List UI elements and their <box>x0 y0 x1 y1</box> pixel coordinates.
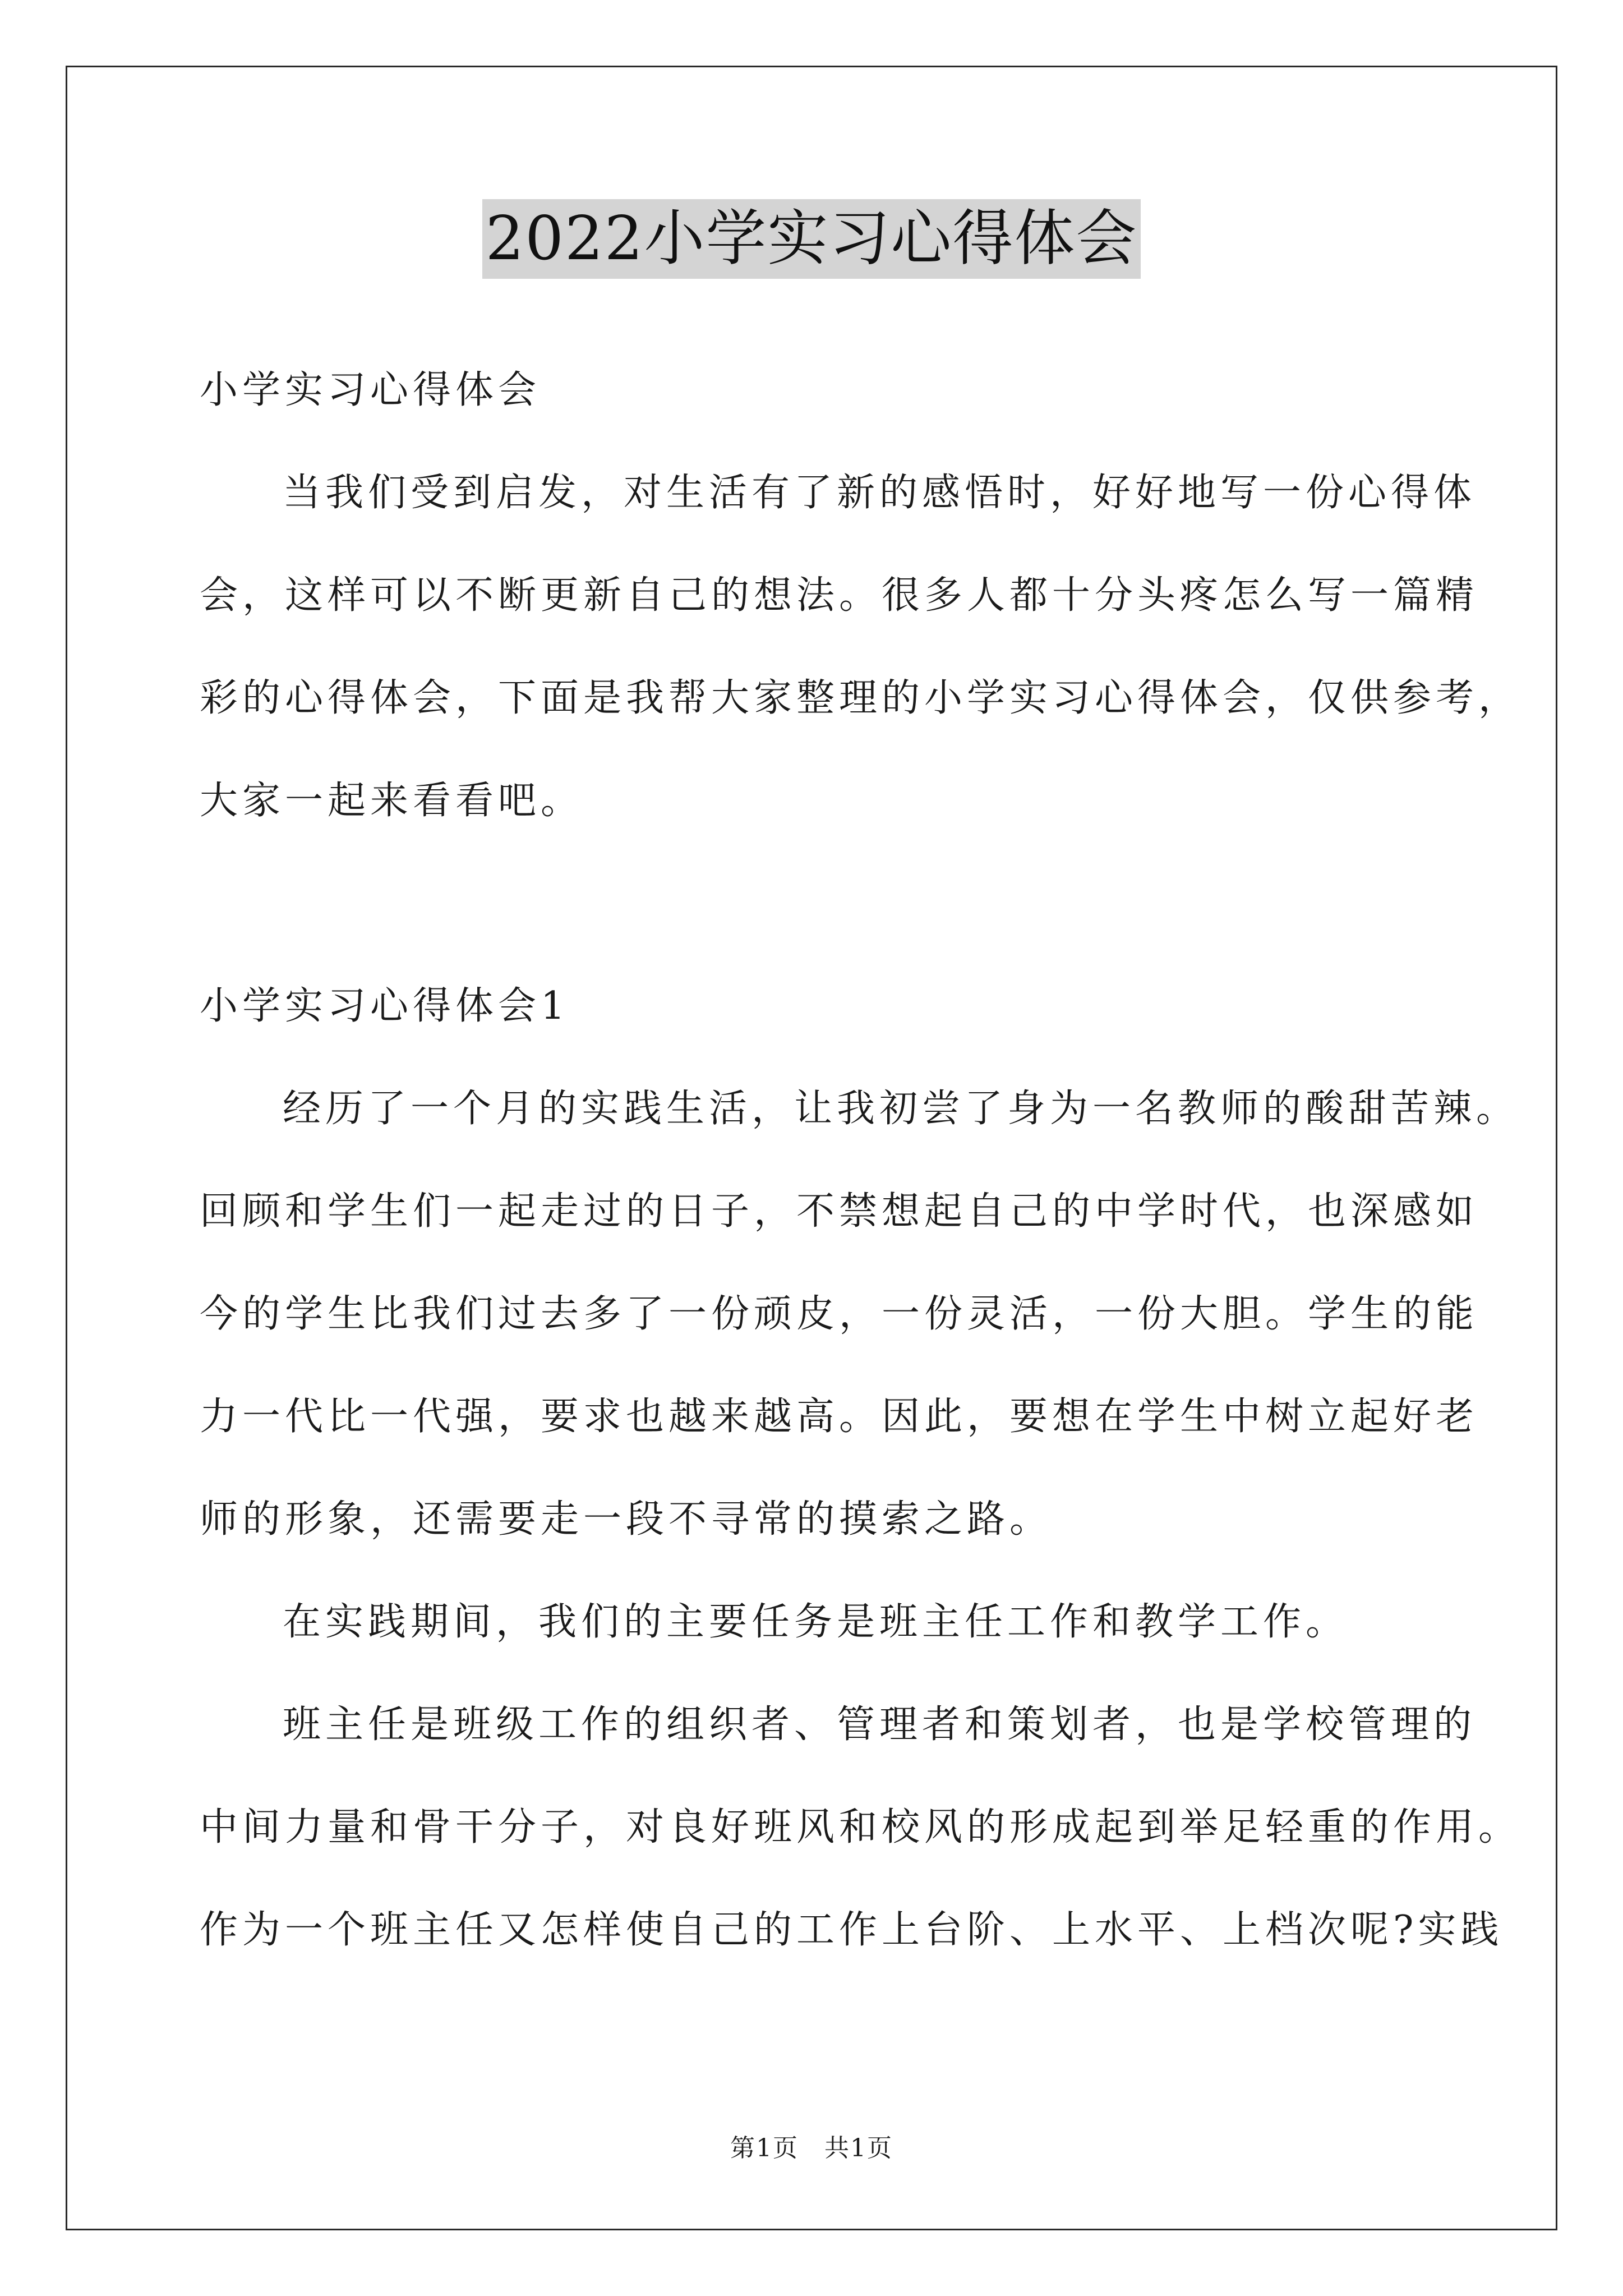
paragraph-line: 今的学生比我们过去多了一份顽皮，一份灵活，一份大胆。学生的能 <box>200 1292 1479 1336</box>
paragraph-line: 经历了一个月的实践生活，让我初尝了身为一名教师的酸甜苦辣。 <box>283 1087 1519 1131</box>
section-heading: 小学实习心得体会1 <box>200 984 570 1028</box>
blank-line <box>200 852 1433 955</box>
subtitle: 小学实习心得体会 <box>200 368 541 412</box>
intro-line: 大家一起来看看吧。 <box>200 779 584 823</box>
paragraph-line: 回顾和学生们一起走过的日子，不禁想起自己的中学时代，也深感如 <box>200 1189 1479 1234</box>
paragraph-line: 力一代比一代强，要求也越来越高。因此，要想在学生中树立起好老 <box>200 1395 1479 1439</box>
paragraph-line: 班主任是班级工作的组织者、管理者和策划者，也是学校管理的 <box>283 1703 1477 1747</box>
paragraph-line: 中间力量和骨干分子，对良好班风和校风的形成起到举足轻重的作用。 <box>200 1805 1521 1849</box>
intro-line: 彩的心得体会，下面是我帮大家整理的小学实习心得体会，仅供参考， <box>200 676 1521 720</box>
page-footer: 第1页 共1页 <box>730 2134 893 2162</box>
document-title: 2022小学实习心得体会 <box>482 199 1141 279</box>
title-wrapper <box>0 199 1623 279</box>
paragraph-line: 在实践期间，我们的主要任务是班主任工作和教学工作。 <box>283 1600 1349 1644</box>
intro-line: 当我们受到启发，对生活有了新的感悟时，好好地写一份心得体 <box>283 471 1477 515</box>
intro-line: 会，这样可以不断更新自己的想法。很多人都十分头疼怎么写一篇精 <box>200 573 1479 618</box>
paragraph-line: 师的形象，还需要走一段不寻常的摸索之路。 <box>200 1497 1053 1542</box>
document-body <box>200 339 1521 1981</box>
paragraph-line: 作为一个班主任又怎样使自己的工作上台阶、上水平、上档次呢?实践 <box>200 1908 1504 1952</box>
